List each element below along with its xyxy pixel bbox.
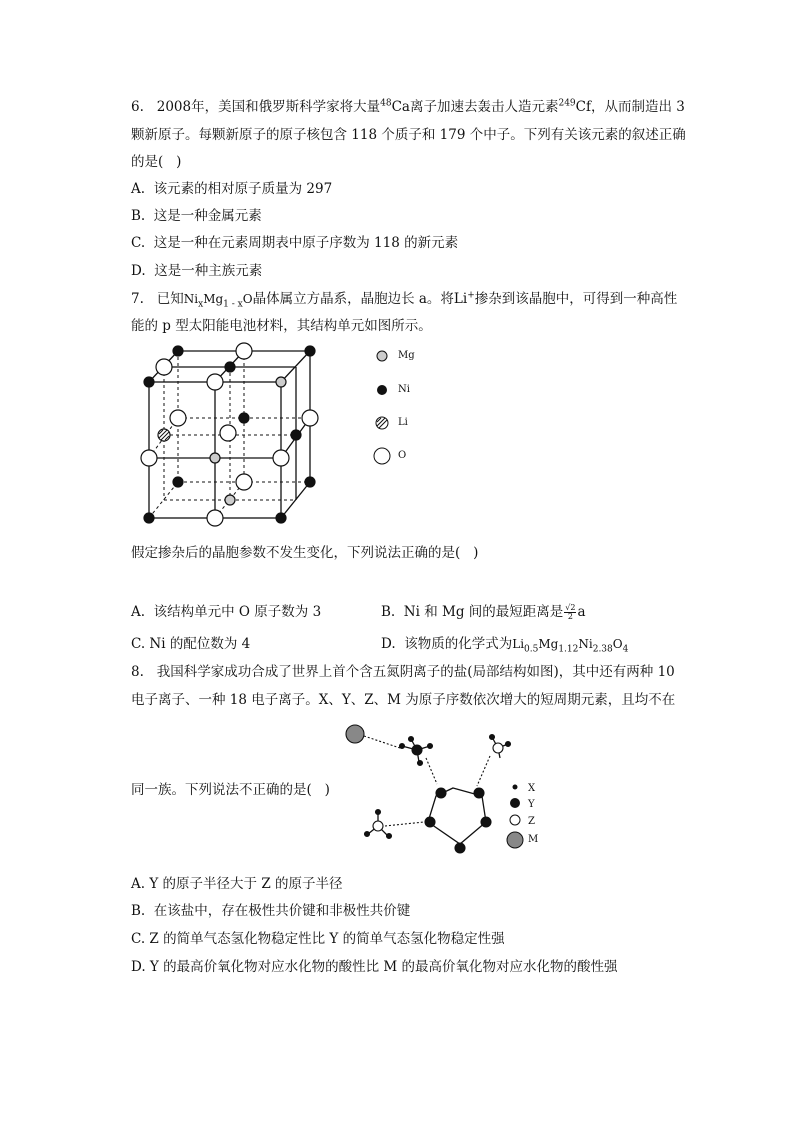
q6-text-a: 6. 2008年，美国和俄罗斯科学家将大量 bbox=[131, 99, 381, 115]
x-legend-icon bbox=[513, 785, 518, 790]
legend-z-label: Z bbox=[528, 816, 535, 827]
ca-mass-number: 48 bbox=[380, 98, 392, 109]
crystal-legend-icons bbox=[372, 346, 392, 466]
q8-option-c: C. Z 的简单气态氢化物稳定性比 Y 的简单气态氢化物稳定性强 bbox=[131, 931, 505, 947]
q7-text-a: 7. 已知 bbox=[131, 291, 184, 307]
q7-option-d: D. 该物质的化学式为$Li_{0.5}Mg_{1.12}Ni_{2.38}O_4$ bbox=[381, 636, 629, 655]
q7-line-1 bbox=[131, 290, 677, 308]
q6-option-a: A. 该元素的相对原子质量为 297 bbox=[131, 181, 333, 197]
legend-o-label: O bbox=[398, 450, 407, 461]
q7-text-b: 晶体属立方晶系，晶胞边长 a。将Li bbox=[252, 291, 468, 307]
m-legend-icon bbox=[507, 832, 523, 848]
q6-line-1 bbox=[131, 98, 685, 116]
q7-assumption: 假定掺杂后的晶胞参数不发生变化，下列说法正确的是( ) bbox=[131, 545, 479, 561]
q7-formula: $Ni_xMg_{1 - x}O$ bbox=[183, 292, 253, 310]
q7-option-a: A. 该结构单元中 O 原子数为 3 bbox=[131, 604, 322, 620]
q8-option-b: B. 在该盐中，存在极性共价键和非极性共价键 bbox=[131, 903, 411, 919]
z-legend-icon bbox=[510, 815, 520, 825]
q7-text-c: 掺杂到该晶胞中，可得到一种高性 bbox=[474, 291, 678, 307]
q7-option-d-formula: $Li_{0.5}Mg_{1.12}Ni_{2.38}O_4$ bbox=[512, 637, 629, 655]
q6-option-b: B. 这是一种金属元素 bbox=[131, 208, 262, 224]
cf-mass-number: 249 bbox=[558, 98, 576, 109]
ni-legend-icon bbox=[377, 385, 387, 395]
q6-option-c: C. 这是一种在元素周期表中原子序数为 118 的新元素 bbox=[131, 235, 459, 251]
q8-option-d: D. Y 的最高价氧化物对应水化物的酸性比 M 的最高价氧化物对应水化物的酸性强 bbox=[131, 959, 618, 975]
q8-line-2: 电子离子、一种 18 电子离子。X、Y、Z、M 为原子序数依次增大的短周期元素，且均不在 bbox=[131, 692, 676, 708]
q8-option-a: A. Y 的原子半径大于 Z 的原子半径 bbox=[131, 876, 343, 892]
fraction-sqrt2-over-2: $\frac{√2}{2}$ bbox=[565, 603, 576, 621]
li-legend-icon bbox=[376, 417, 388, 429]
li-charge: + bbox=[467, 290, 475, 301]
legend-ni-label: Ni bbox=[398, 384, 410, 395]
q6-line-3: 的是( ) bbox=[131, 154, 182, 170]
q7-line-2: 能的 p 型太阳能电池材料，其结构单元如图所示。 bbox=[131, 318, 432, 334]
y-legend-icon bbox=[510, 798, 520, 808]
q6-option-d: D. 这是一种主族元素 bbox=[131, 263, 263, 279]
legend-y-label: Y bbox=[528, 799, 535, 810]
legend-li-label: Li bbox=[398, 417, 408, 428]
legend-mg-label: Mg bbox=[398, 350, 415, 361]
q7-option-c: C. Ni 的配位数为 4 bbox=[131, 636, 251, 652]
mg-legend-icon bbox=[377, 351, 387, 361]
molecule-legend-icons bbox=[505, 780, 525, 856]
q8-line-1: 8. 我国科学家成功合成了世界上首个含五氮阴离子的盐(局部结构如图)，其中还有两种 10 bbox=[131, 664, 675, 680]
q6-line-2: 颗新原子。每颗新原子的原子核包含 118 个质子和 179 个中子。下列有关该元素的叙述正确 bbox=[131, 127, 686, 143]
q7-option-b: B. Ni 和 Mg 间的最短距离是 $\frac{√2}{2}$ a bbox=[381, 603, 586, 621]
q8-line-3: 同一族。下列说法不正确的是( ) bbox=[131, 782, 330, 798]
legend-m-label: M bbox=[528, 834, 539, 845]
q6-text-c: Cf，从而制造出 3 bbox=[575, 99, 685, 115]
q6-text-b: Ca离子加速去轰击人造元素 bbox=[391, 99, 559, 115]
o-legend-icon bbox=[374, 448, 390, 464]
crystal-cell-figure bbox=[132, 340, 332, 530]
legend-x-label: X bbox=[528, 783, 536, 794]
